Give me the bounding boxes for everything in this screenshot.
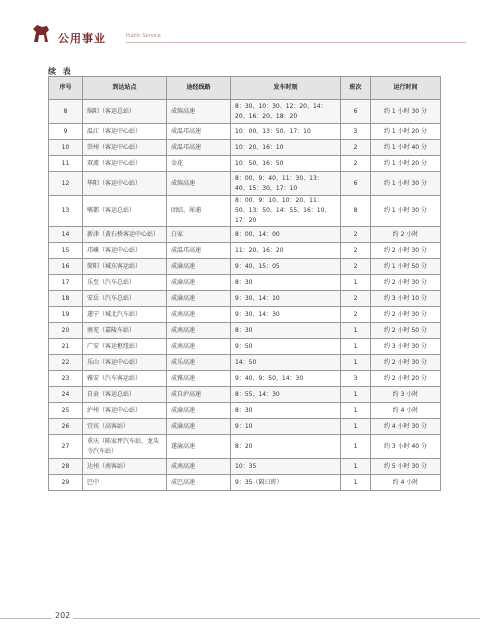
table-row	[49, 275, 441, 291]
duration-cell: 约 2 小时 50 分	[371, 323, 441, 339]
duration-cell: 约 3 小时 10 分	[371, 291, 441, 307]
row-number: 17	[49, 275, 83, 291]
trips-cell: 2	[341, 243, 371, 259]
table-row	[49, 339, 441, 355]
table-row	[49, 387, 441, 403]
departure-times-cell: 10：00、13：50、17：10	[231, 124, 341, 140]
trips-cell: 6	[341, 100, 371, 124]
trips-cell: 3	[341, 124, 371, 140]
trips-cell: 1	[341, 323, 371, 339]
row-number: 10	[49, 140, 83, 156]
destination-cell: 遂宁（城北汽车站）	[83, 307, 167, 323]
departure-times-cell: 8：30	[231, 275, 341, 291]
trips-cell: 2	[341, 259, 371, 275]
route-cell: 成南高速	[167, 307, 231, 323]
table-row	[49, 435, 441, 459]
destination-cell: 泸州（客运中心站）	[83, 403, 167, 419]
departure-times-cell: 8：00、9：40、11：30、13：40、15：30、17：10	[231, 172, 341, 196]
route-cell: 白家	[167, 227, 231, 243]
destination-cell: 广安（客运枢纽站）	[83, 339, 167, 355]
trips-cell: 1	[341, 475, 371, 491]
table-row	[49, 403, 441, 419]
duration-cell: 约 1 小时 20 分	[371, 124, 441, 140]
duration-cell: 约 2 小时 30 分	[371, 355, 441, 371]
trips-cell: 1	[341, 275, 371, 291]
table-row	[49, 172, 441, 196]
bus-schedule-table	[48, 76, 441, 491]
row-number: 14	[49, 227, 83, 243]
departure-times-cell: 9：40、15：05	[231, 259, 341, 275]
row-number: 26	[49, 419, 83, 435]
col-header-route: 途经线路	[167, 77, 231, 100]
departure-times-cell: 8：30	[231, 403, 341, 419]
col-header-trips: 班次	[341, 77, 371, 100]
row-number: 25	[49, 403, 83, 419]
departure-times-cell: 10：50、16：50	[231, 156, 341, 172]
duration-cell: 约 2 小时	[371, 227, 441, 243]
destination-cell: 温江（客运中心站）	[83, 124, 167, 140]
route-cell: 成绵高速	[167, 100, 231, 124]
route-cell: 成温邛高速	[167, 243, 231, 259]
destination-cell: 达州（南客站）	[83, 459, 167, 475]
table-row	[49, 243, 441, 259]
route-cell: 遂渝高速	[167, 435, 231, 459]
destination-cell: 重庆（陈家坪汽车站、龙头寺汽车站）	[83, 435, 167, 459]
trips-cell: 2	[341, 140, 371, 156]
table-row	[49, 475, 441, 491]
destination-cell: 新津（黄石桥客运中心站）	[83, 227, 167, 243]
row-number: 28	[49, 459, 83, 475]
section-subtitle: Public Service	[126, 33, 161, 39]
departure-times-cell: 8：00、9：10、10：20、11：50、13：50、14：55、16：10、17：20	[231, 196, 341, 227]
duration-cell: 约 2 小时 30 分	[371, 307, 441, 323]
trips-cell: 1	[341, 339, 371, 355]
route-cell: 团结、犀浦	[167, 196, 231, 227]
duration-cell: 约 2 小时 30 分	[371, 243, 441, 259]
duration-cell: 约 1 小时 30 分	[371, 100, 441, 124]
route-cell: 成巴高速	[167, 475, 231, 491]
departure-times-cell: 8：20	[231, 435, 341, 459]
trips-cell: 2	[341, 291, 371, 307]
row-number: 19	[49, 307, 83, 323]
trips-cell: 1	[341, 435, 371, 459]
table-row	[49, 156, 441, 172]
table-header-row	[49, 77, 441, 100]
row-number: 13	[49, 196, 83, 227]
destination-cell: 华阳（客运中心站）	[83, 172, 167, 196]
route-cell: 成雅高速	[167, 371, 231, 387]
route-cell: 成渝高速	[167, 275, 231, 291]
page-header	[0, 0, 480, 58]
route-cell: 金花	[167, 156, 231, 172]
departure-times-cell: 11：20、16：20	[231, 243, 341, 259]
duration-cell: 约 4 小时	[371, 403, 441, 419]
trips-cell: 1	[341, 387, 371, 403]
duration-cell: 约 3 小时 40 分	[371, 435, 441, 459]
trips-cell: 1	[341, 355, 371, 371]
destination-cell: 南充（嘉陵车站）	[83, 323, 167, 339]
departure-times-cell: 8：30、10：30、12：20、14：20、16：20、18：20	[231, 100, 341, 124]
route-cell: 成南高速	[167, 323, 231, 339]
trips-cell: 1	[341, 459, 371, 475]
destination-cell: 绵阳（客运总站）	[83, 100, 167, 124]
departure-times-cell: 8：30	[231, 323, 341, 339]
table-row	[49, 355, 441, 371]
route-cell: 成温邛高速	[167, 140, 231, 156]
table-row	[49, 291, 441, 307]
table-row	[49, 323, 441, 339]
route-cell: 成南高速	[167, 339, 231, 355]
trips-cell: 1	[341, 403, 371, 419]
duration-cell: 约 5 小时 30 分	[371, 459, 441, 475]
destination-cell: 双流（客运中心站）	[83, 156, 167, 172]
row-number: 27	[49, 435, 83, 459]
table-row	[49, 419, 441, 435]
destination-cell: 自贡（客运总站）	[83, 387, 167, 403]
row-number: 11	[49, 156, 83, 172]
route-cell: 成渝高速	[167, 403, 231, 419]
row-number: 20	[49, 323, 83, 339]
departure-times-cell: 10：20、16：10	[231, 140, 341, 156]
route-cell: 成绵高速	[167, 172, 231, 196]
destination-cell: 宜宾（高客站）	[83, 419, 167, 435]
departure-times-cell: 9：10	[231, 419, 341, 435]
row-number: 18	[49, 291, 83, 307]
destination-cell: 简阳（城东客运站）	[83, 259, 167, 275]
duration-cell: 约 1 小时 30 分	[371, 196, 441, 227]
route-cell: 成渝高速	[167, 419, 231, 435]
departure-times-cell: 14：50	[231, 355, 341, 371]
departure-times-cell: 9：35（隔日班）	[231, 475, 341, 491]
horse-logo-icon	[30, 22, 52, 44]
destination-cell: 乐山（客运中心站）	[83, 355, 167, 371]
row-number: 12	[49, 172, 83, 196]
departure-times-cell: 8：00、14：00	[231, 227, 341, 243]
row-number: 21	[49, 339, 83, 355]
departure-times-cell: 9：40、9：50、14：30	[231, 371, 341, 387]
row-number: 29	[49, 475, 83, 491]
route-cell: 成渝高速	[167, 291, 231, 307]
table-row	[49, 459, 441, 475]
table-row	[49, 371, 441, 387]
destination-cell: 郫都（客运总站）	[83, 196, 167, 227]
header-divider	[126, 42, 466, 43]
table-row	[49, 227, 441, 243]
row-number: 9	[49, 124, 83, 140]
table-row	[49, 259, 441, 275]
destination-cell: 巴中	[83, 475, 167, 491]
trips-cell: 3	[341, 371, 371, 387]
route-cell: 成自泸高速	[167, 387, 231, 403]
duration-cell: 约 1 小时 40 分	[371, 140, 441, 156]
row-number: 16	[49, 259, 83, 275]
row-number: 15	[49, 243, 83, 259]
trips-cell: 2	[341, 156, 371, 172]
destination-cell: 安岳（汽车总站）	[83, 291, 167, 307]
duration-cell: 约 2 小时 30 分	[371, 275, 441, 291]
route-cell: 成南高速	[167, 459, 231, 475]
route-cell: 成温邛高速	[167, 124, 231, 140]
table-row	[49, 307, 441, 323]
duration-cell: 约 1 小时 30 分	[371, 172, 441, 196]
table-row	[49, 124, 441, 140]
trips-cell: 2	[341, 307, 371, 323]
page-number: 202	[52, 611, 73, 620]
destination-cell: 乐至（汽车总站）	[83, 275, 167, 291]
row-number: 23	[49, 371, 83, 387]
table-row	[49, 196, 441, 227]
route-cell: 成乐高速	[167, 355, 231, 371]
duration-cell: 约 1 小时 20 分	[371, 156, 441, 172]
destination-cell: 雅安（汽车客运站）	[83, 371, 167, 387]
row-number: 22	[49, 355, 83, 371]
departure-times-cell: 8：55、14：30	[231, 387, 341, 403]
destination-cell: 邛崃（客运中心站）	[83, 243, 167, 259]
duration-cell: 约 3 小时 30 分	[371, 339, 441, 355]
duration-cell: 约 3 小时	[371, 387, 441, 403]
duration-cell: 约 1 小时 50 分	[371, 259, 441, 275]
departure-times-cell: 9：50	[231, 339, 341, 355]
route-cell: 成渝高速	[167, 259, 231, 275]
table-body	[49, 100, 441, 491]
trips-cell: 2	[341, 227, 371, 243]
section-title: 公用事业	[58, 32, 106, 45]
row-number: 8	[49, 100, 83, 124]
duration-cell: 约 2 小时 20 分	[371, 371, 441, 387]
departure-times-cell: 9：30、14：30	[231, 307, 341, 323]
col-header-duration: 运行时间	[371, 77, 441, 100]
row-number: 24	[49, 387, 83, 403]
col-header-departure: 发车时刻	[231, 77, 341, 100]
duration-cell: 约 4 小时	[371, 475, 441, 491]
departure-times-cell: 10：35	[231, 459, 341, 475]
trips-cell: 8	[341, 196, 371, 227]
table-caption: 续 表	[48, 67, 73, 76]
trips-cell: 1	[341, 419, 371, 435]
col-header-number: 序号	[49, 77, 83, 100]
table-row	[49, 140, 441, 156]
trips-cell: 6	[341, 172, 371, 196]
departure-times-cell: 9：30、14：10	[231, 291, 341, 307]
destination-cell: 崇州（客运中心站）	[83, 140, 167, 156]
duration-cell: 约 4 小时 30 分	[371, 419, 441, 435]
table-row	[49, 100, 441, 124]
col-header-destination: 到达站点	[83, 77, 167, 100]
